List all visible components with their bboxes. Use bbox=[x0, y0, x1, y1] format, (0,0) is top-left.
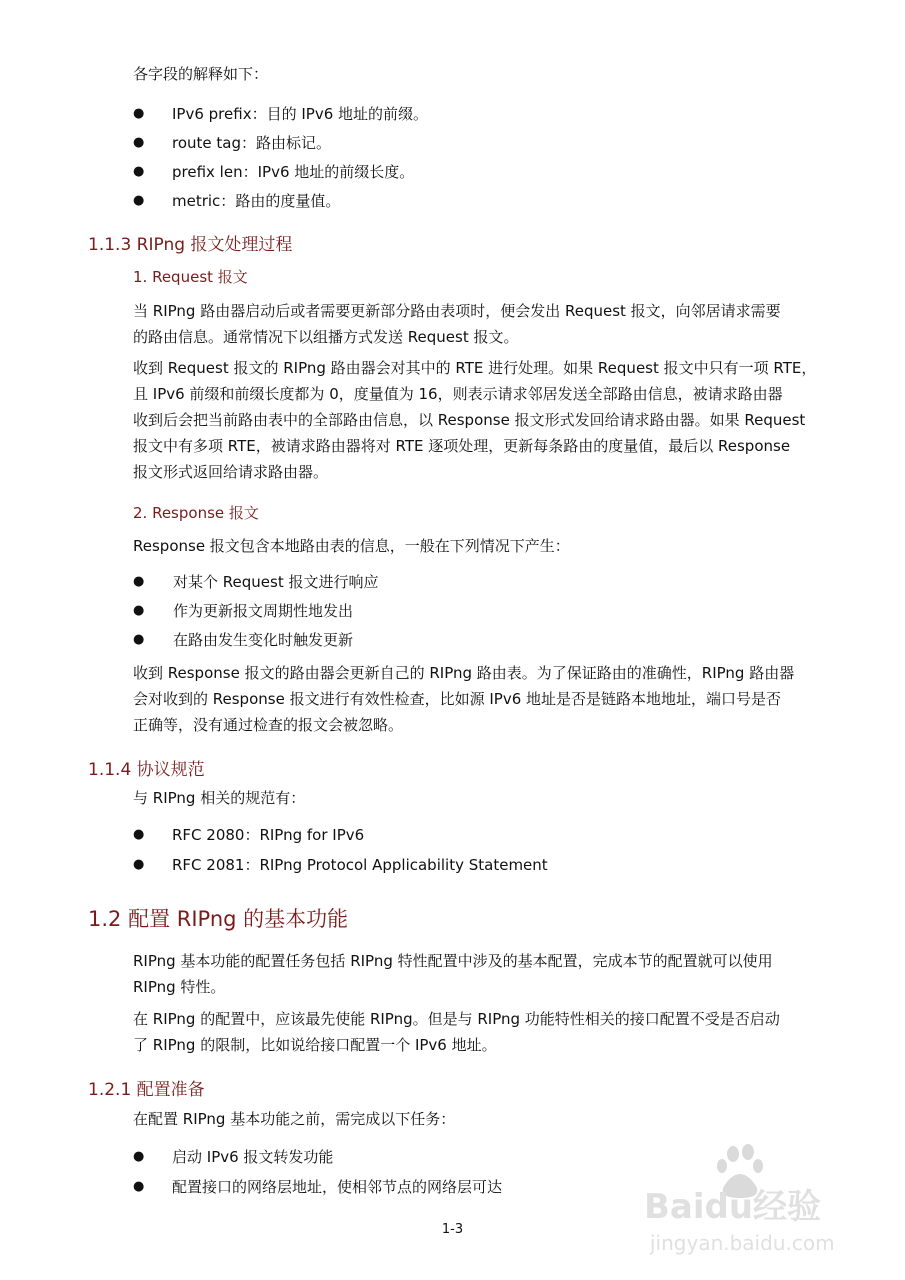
prep-intro: 在配置 RIPng 基本功能之前，需完成以下任务： bbox=[133, 1110, 456, 1128]
document-page: 各字段的解释如下： ● IPv6 prefix：目的 IPv6 地址的前缀。 ● route tag：路由标记。 ● prefix len：IPv6 地址的前缀长度。 ● metric：路由的度量值。 1.1.3 RIPng 报文处理过程 1. Request 报文 当 RIPng 路由器启动后或者需要更新部分路由表项时，便会发出 Request 报文，向邻居请求需要 的路由信息。通常情况下以组播方式发送 Request 报文。 收到 Request 报文的 RIPng 路由器会对其中的 RTE 进行处理。如果 Request 报文中只有一项 RTE， 且 IPv6 前缀和前缀长度都为 0，度量值为 16，则表示请求邻居发送全部路由信息，被请求路由器 收到后会把当前路由表中的全部路由信息，以 Response 报文形式发回给请求路由器。如果 Request 报文中有多项 RTE，被请求路由器将对 RTE 逐项处理，更新每条路由的度量值，最后以 Response 报文形式返回给请求路由器。 2. Response 报文 Response 报文包含本地路由表的信息，一般在下列情况下产生： ● 对某个 Request 报文进行响应 ● 作为更新报文周期性地发出 ● 在路由发生变化时触发更新 收到 Response 报文的路由器会更新自己的 RIPng 路由表。为了保证路由的准确性，RIPng 路由器 会对收到的 Response 报文进行有效性检查，比如源 IPv6 地址是否是链路本地地址，端口号是否 正确等，没有通过检查的报文会被忽略。 1.1.4 协议规范 与 RIPng 相关的规范有： ● RFC 2080：RIPng for IPv6 ● RFC 2081：RIPng Protocol Applicability Statement 1.2 配置 RIPng 的基本功能 RIPng 基本功能的配置任务包括 RIPng 特性配置中涉及的基本配置，完成本节的配置就可以使用 RIPng 特性。 在 RIPng 的配置中，应该最先使能 RIPng。但是与 RIPng 功能特性相关的接口配置不受是否启动 了 RIPng 的限制，比如说给接口配置一个 IPv6 地址。 1.2.1 配置准备 在配置 RIPng 基本功能之前，需完成以下任务： ● 启动 IPv6 报文转发功能 ● 配置接口的网络层地址，使相邻节点的网络层可达 1-3 Baidu经验 jingyan.baidu.com bbox=[0, 0, 905, 1280]
section-heading-1-2-1: 1.2.1 配置准备 bbox=[88, 1080, 205, 1100]
svg-text:jingyan.baidu.com: jingyan.baidu.com bbox=[650, 1231, 835, 1255]
subsection-heading-request: 1. Request 报文 bbox=[133, 268, 248, 286]
page-number: 1-3 bbox=[441, 1222, 464, 1237]
section-heading-1-1-4: 1.1.4 协议规范 bbox=[88, 760, 205, 780]
section-heading-1-2: 1.2 配置 RIPng 的基本功能 bbox=[88, 907, 349, 931]
baidu-paw-icon bbox=[640, 1140, 890, 1270]
request-paragraph-2: 收到 Request 报文的 RIPng 路由器会对其中的 RTE 进行处理。如果 Request 报文中只有一项 RTE， 且 IPv6 前缀和前缀长度都为 0，度量值为 16，则表示请求邻居发送全部路由信息，被请求路由器 收到后会把当前路由表中的全部路由信息，以 Response 报文形式发回给请求路由器。如果 Request 报文中有多项 RTE，被请求路由器将对 RTE 逐项处理，更新每条路由的度量值，最后以 Response 报文形式返回给请求路由器。 bbox=[133, 359, 817, 481]
section-heading-1-1-3: 1.1.3 RIPng 报文处理过程 bbox=[88, 235, 293, 255]
response-intro: Response 报文包含本地路由表的信息，一般在下列情况下产生： bbox=[133, 537, 570, 555]
basic-config-paragraph-2: 在 RIPng 的配置中，应该最先使能 RIPng。但是与 RIPng 功能特性相关的接口配置不受是否启动 了 RIPng 的限制，比如说给接口配置一个 IPv6 地址。 bbox=[133, 1010, 780, 1054]
subsection-heading-response: 2. Response 报文 bbox=[133, 504, 259, 522]
baidu-watermark bbox=[640, 1140, 890, 1270]
fields-intro: 各字段的解释如下： bbox=[133, 65, 269, 83]
svg-text:Baidu经验: Baidu经验 bbox=[644, 1187, 822, 1227]
response-paragraph-2: 收到 Response 报文的路由器会更新自己的 RIPng 路由表。为了保证路由的准确性，RIPng 路由器 会对收到的 Response 报文进行有效性检查，比如源 IPv6 地址是否是链路本地地址，端口号是否 正确等，没有通过检查的报文会被忽略。 bbox=[133, 664, 795, 734]
spec-intro: 与 RIPng 相关的规范有： bbox=[133, 789, 306, 807]
basic-config-paragraph-1: RIPng 基本功能的配置任务包括 RIPng 特性配置中涉及的基本配置，完成本节的配置就可以使用 RIPng 特性。 bbox=[133, 952, 773, 996]
request-paragraph-1: 当 RIPng 路由器启动后或者需要更新部分路由表项时，便会发出 Request 报文，向邻居请求需要 的路由信息。通常情况下以组播方式发送 Request 报文。 bbox=[133, 302, 781, 346]
